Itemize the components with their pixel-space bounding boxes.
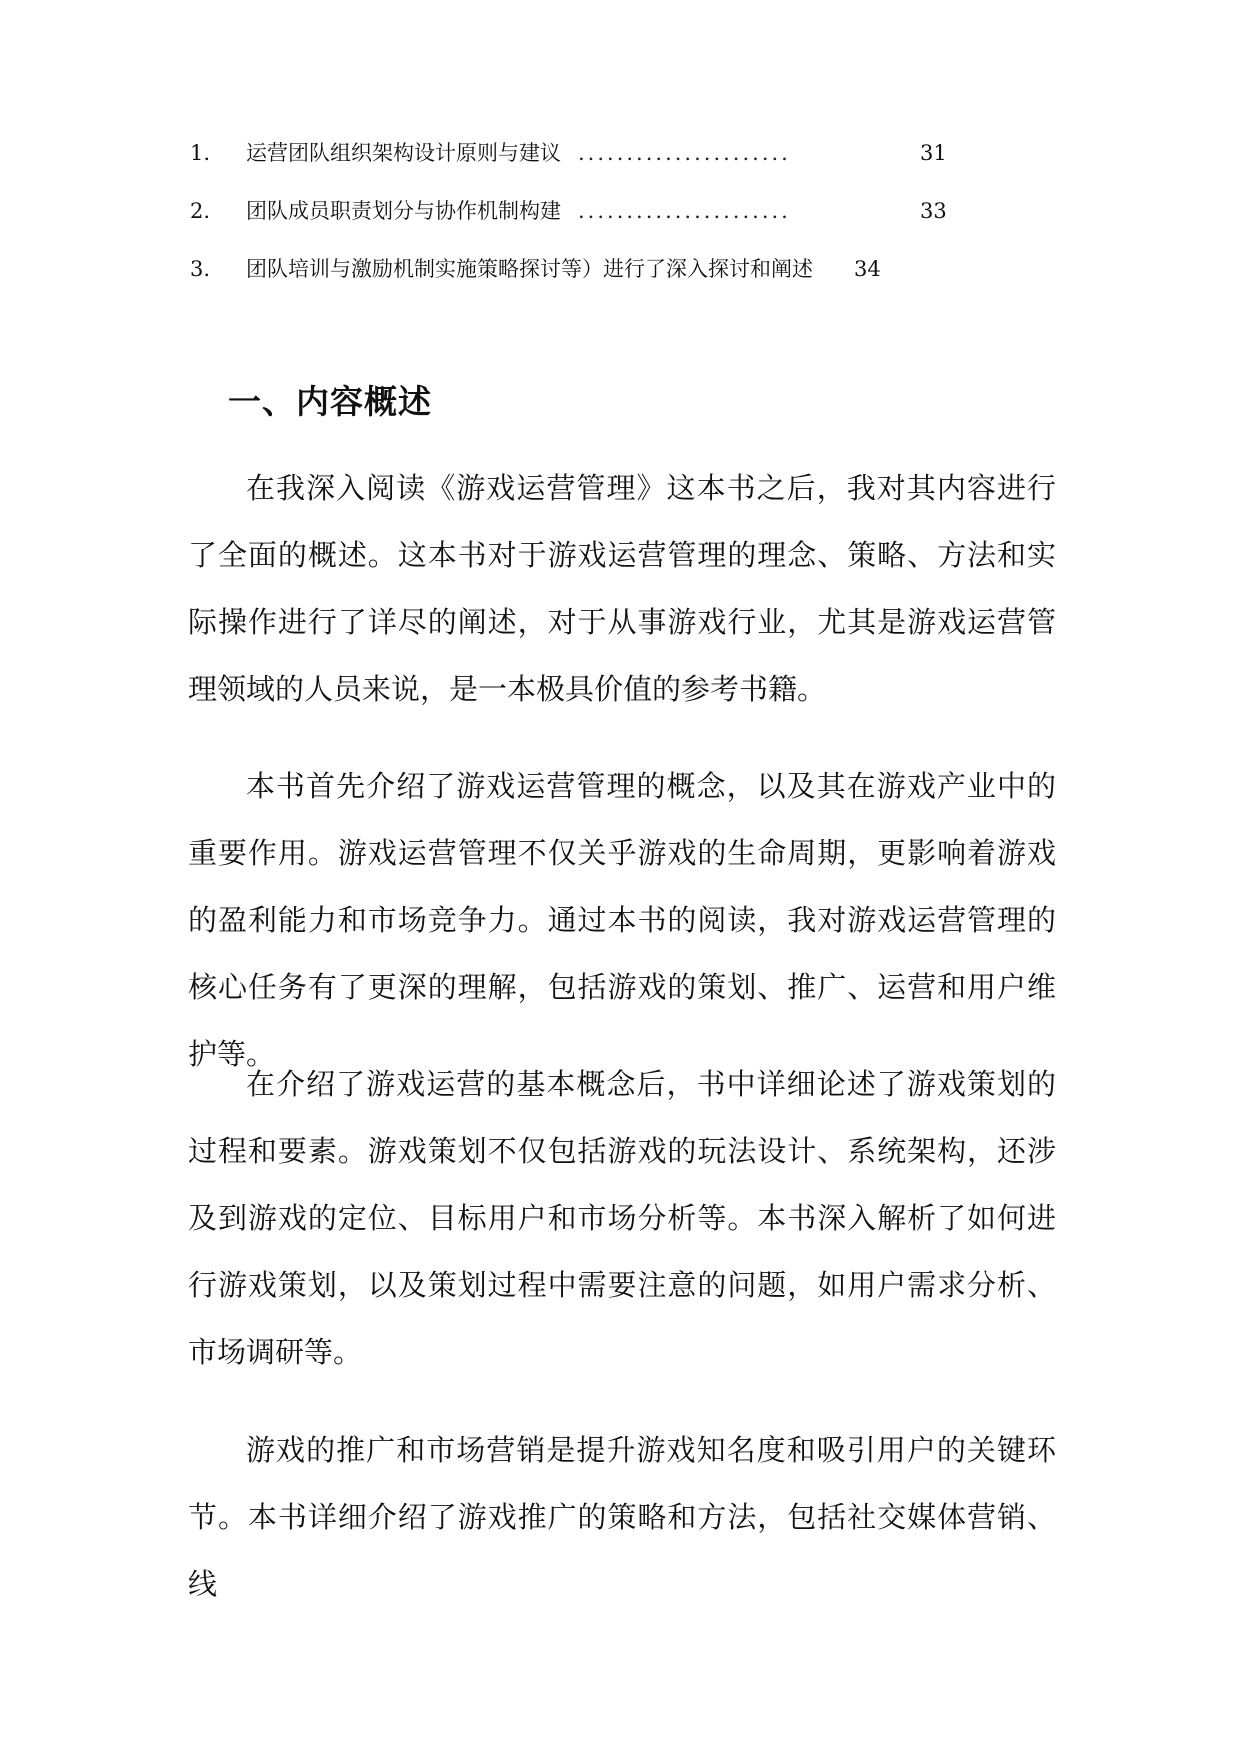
body-paragraph-2: 本书首先介绍了游戏运营管理的概念，以及其在游戏产业中的重要作用。游戏运营管理不仅关乎游戏的生命周期，更影响着游戏的盈利能力和市场竞争力。通过本书的阅读，我对游戏运营管理的核心任务有了更深的理解，包括游戏的策划、推广、运营和用户维护等。: [188, 769, 1056, 1071]
body-paragraph-3: 在介绍了游戏运营的基本概念后，书中详细论述了游戏策划的过程和要素。游戏策划不仅包括游戏的玩法设计、系统架构，还涉及到游戏的定位、目标用户和市场分析等。本书深入解析了如何进行游戏策划，以及策划过程中需要注意的问题，如用户需求分析、市场调研等。: [188, 1067, 1056, 1369]
toc-item-1[interactable]: [190, 138, 950, 168]
toc-leader-dots: ......................: [578, 199, 791, 223]
toc-item-number: 1.: [190, 141, 211, 165]
toc-page-number: 34: [854, 257, 881, 281]
toc-item-number: 2.: [190, 199, 211, 223]
toc-item-2[interactable]: [190, 196, 950, 226]
section-heading: 一、内容概述: [228, 382, 432, 421]
toc-leader-dots: ......................: [578, 141, 791, 165]
toc-page-number: 31: [920, 141, 947, 165]
toc-item-title: 团队培训与激励机制实施策略探讨等）进行了深入探讨和阐述: [246, 257, 813, 281]
toc-item-title: 运营团队组织架构设计原则与建议: [246, 141, 561, 165]
toc-item-3[interactable]: [190, 254, 950, 284]
body-paragraph-4: 游戏的推广和市场营销是提升游戏知名度和吸引用户的关键环节。本书详细介绍了游戏推广的策略和方法，包括社交媒体营销、线: [188, 1433, 1056, 1601]
toc-item-number: 3.: [190, 257, 211, 281]
toc-item-title: 团队成员职责划分与协作机制构建: [246, 199, 561, 223]
toc-page-number: 33: [920, 199, 947, 223]
body-paragraph-1: 在我深入阅读《游戏运营管理》这本书之后，我对其内容进行了全面的概述。这本书对于游戏运营管理的理念、策略、方法和实际操作进行了详尽的阐述，对于从事游戏行业，尤其是游戏运营管理领域的人员来说，是一本极具价值的参考书籍。: [188, 471, 1056, 706]
